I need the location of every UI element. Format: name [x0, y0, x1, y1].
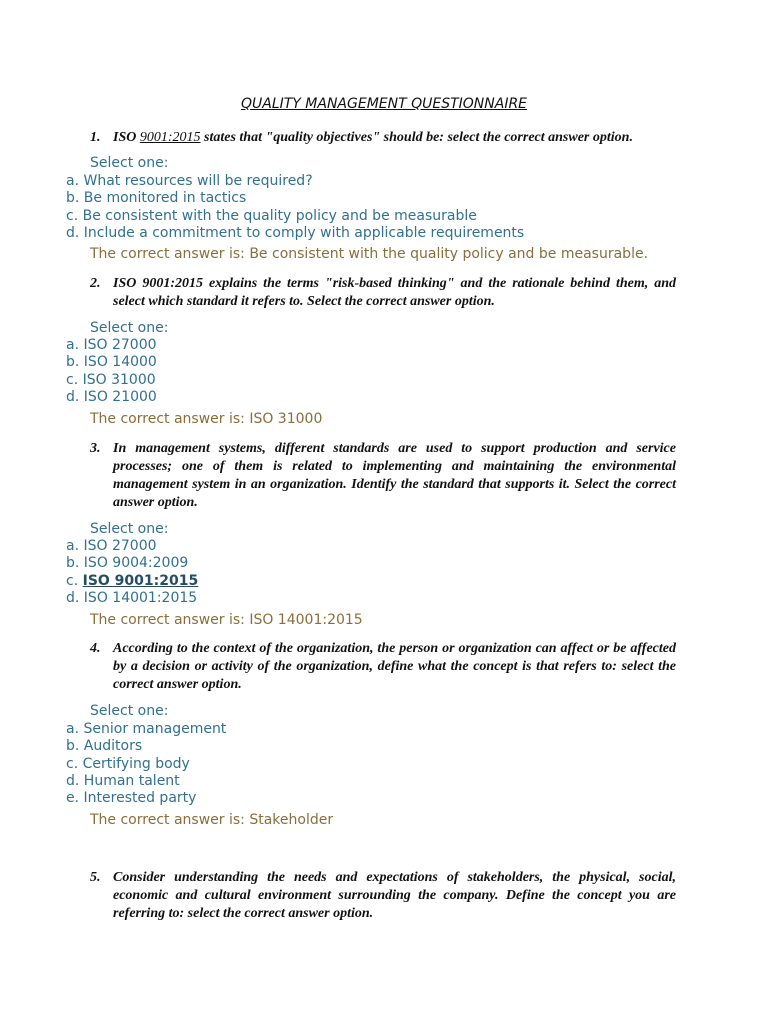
- question-lead: ISO: [113, 130, 137, 145]
- option-d[interactable]: d. ISO 14001:2015: [66, 589, 198, 606]
- option-e[interactable]: e. Interested party: [66, 790, 197, 807]
- option-b[interactable]: b. Auditors: [66, 738, 143, 755]
- option-a[interactable]: a. What resources will be required?: [66, 173, 313, 189]
- options-list: [66, 538, 198, 607]
- correct-answer: The correct answer is: Stakeholder: [90, 812, 334, 828]
- options-list: [66, 337, 157, 406]
- question-body: ISO 9001:2015 explains the terms "risk-based thinking" and the rationale behind them, and select which standard it refers to. Select the correct answer option.: [113, 276, 676, 309]
- selected-option-text: ISO 9001:2015: [82, 572, 199, 589]
- question-text: [90, 440, 676, 512]
- correct-answer: The correct answer is: Be consistent with the quality policy and be measurable.: [90, 246, 649, 262]
- correct-answer: The correct answer is: ISO 31000: [90, 411, 323, 427]
- question-4: [90, 640, 676, 694]
- page-title: QUALITY MANAGEMENT QUESTIONNAIRE: [240, 96, 528, 112]
- options-list: [66, 721, 226, 807]
- option-c[interactable]: c. ISO 31000: [66, 371, 156, 388]
- option-a[interactable]: a. ISO 27000: [66, 337, 157, 353]
- question-text: [90, 640, 676, 694]
- question-standard: 9001:2015: [139, 130, 201, 145]
- question-body: Consider understanding the needs and expectations of stakeholders, the physical, social, economic and cultural environment surrounding the company. Define the concept you are referring to: select the correct answer option.: [113, 870, 676, 921]
- question-number: 3.: [90, 441, 101, 456]
- question-number: 1.: [90, 130, 101, 145]
- option-c[interactable]: c. Be consistent with the quality policy and be measurable: [66, 207, 477, 224]
- option-d[interactable]: d. Include a commitment to comply with applicable requirements: [66, 224, 525, 241]
- question-number: 5.: [90, 870, 101, 885]
- question-text: [90, 129, 676, 147]
- select-one-label: Select one:: [90, 320, 169, 336]
- option-d[interactable]: d. Human talent: [66, 772, 180, 789]
- option-b[interactable]: b. ISO 14000: [66, 354, 157, 371]
- question-3: [90, 440, 676, 512]
- option-c[interactable]: c. ISO 9001:2015: [66, 572, 199, 589]
- option-a[interactable]: a. Senior management: [66, 721, 227, 737]
- option-b[interactable]: b. ISO 9004:2009: [66, 555, 189, 572]
- select-one-label: Select one:: [90, 155, 169, 171]
- options-list: [66, 173, 524, 242]
- option-c[interactable]: c. Certifying body: [66, 755, 190, 772]
- question-number: 4.: [90, 641, 101, 656]
- correct-answer: The correct answer is: ISO 14001:2015: [90, 612, 363, 628]
- question-body: states that "quality objectives" should be: select the correct answer option.: [204, 130, 633, 145]
- option-a[interactable]: a. ISO 27000: [66, 538, 157, 554]
- option-b[interactable]: b. Be monitored in tactics: [66, 190, 247, 207]
- select-one-label: Select one:: [90, 703, 169, 719]
- select-one-label: Select one:: [90, 521, 169, 537]
- question-text: [90, 275, 676, 311]
- option-d[interactable]: d. ISO 21000: [66, 388, 157, 405]
- question-text: [90, 869, 676, 923]
- question-5: [90, 869, 676, 923]
- question-2: [90, 275, 676, 311]
- question-body: According to the context of the organization, the person or organization can affect or be affected by a decision or activity of the organization, define what the concept is that refers to: select the correct answer option.: [113, 641, 676, 692]
- question-1: [90, 129, 676, 147]
- question-number: 2.: [90, 276, 101, 291]
- question-body: In management systems, different standards are used to support production and service processes; one of them is related to implementing and maintaining the environmental management system in an organization. Identify the standard that supports it. Select the correct answer option.: [113, 441, 676, 510]
